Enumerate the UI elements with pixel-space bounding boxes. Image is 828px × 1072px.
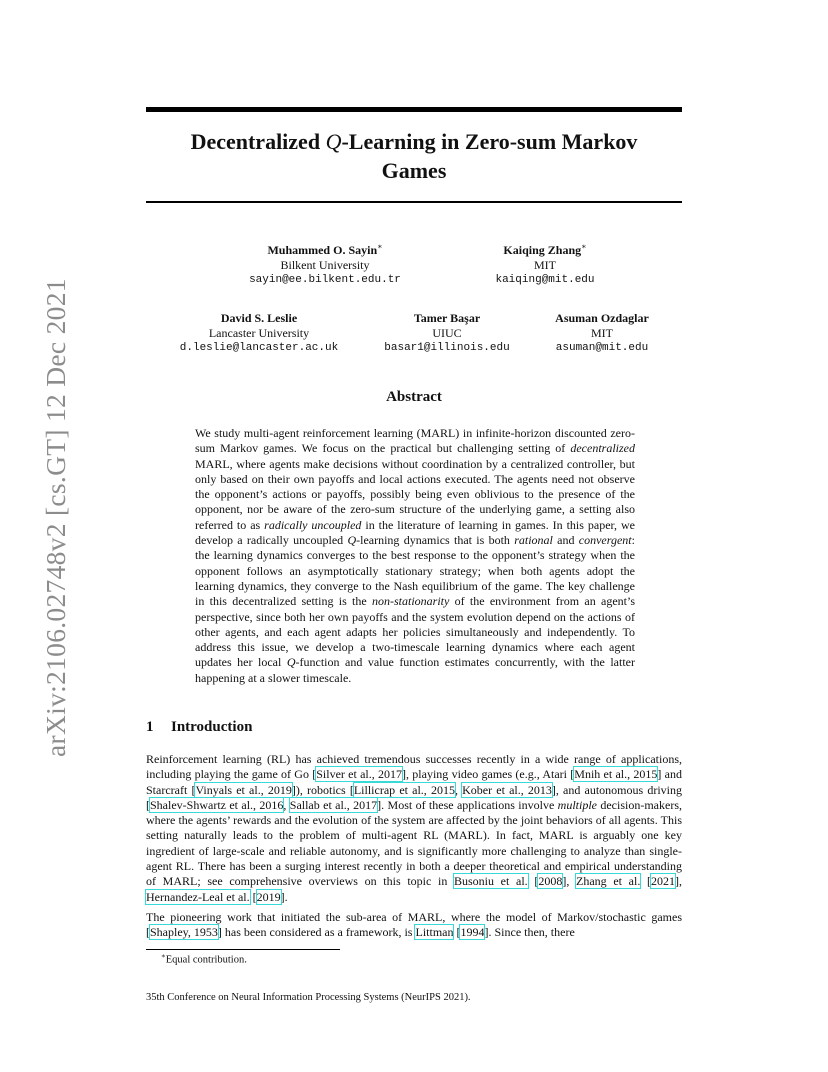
citation-link[interactable]: Zhang et al. — [576, 874, 641, 889]
title-top-rule — [146, 107, 682, 112]
title-q-symbol: Q — [325, 129, 342, 154]
author-affiliation: MIT — [591, 326, 613, 340]
author-name: Asuman Ozdaglar — [555, 311, 649, 325]
citation-link[interactable]: 1994 — [460, 925, 485, 940]
abstract-heading: Abstract — [386, 389, 442, 405]
citation-link[interactable]: Vinyals et al., 2019 — [195, 782, 292, 797]
intro-paragraph: The pioneering work that initiated the sub-area of MARL, where the model of Markov/stochastic games [Shapley, 1953] has been considered as a framework, is Littman [1994]. Since then, there — [146, 910, 682, 940]
section-number: 1 — [146, 719, 154, 735]
author-block — [164, 307, 354, 356]
author-email: asuman@mit.edu — [555, 342, 649, 354]
author-email: kaiqing@mit.edu — [495, 274, 595, 286]
author-block — [532, 307, 672, 356]
title-text: Games — [381, 158, 447, 183]
author-block — [470, 239, 620, 288]
author-email: d.leslie@lancaster.ac.uk — [179, 342, 339, 354]
citation-link[interactable]: 2008 — [538, 874, 563, 889]
citation-link[interactable]: Silver et al., 2017 — [316, 767, 403, 782]
author-block — [230, 239, 420, 288]
author-affiliation: Lancaster University — [208, 326, 310, 340]
author-name: David S. Leslie — [220, 311, 298, 325]
abstract-body: We study multi-agent reinforcement learning (MARL) in infinite-horizon discounted zero-sum Markov games. We focus on the practical but challenging setting of decentralized MARL, where agents make decisions without coordination by a centralized controller, but only based on their own payoffs and local actions executed. The agents need not observe the opponent’s actions or payoffs, possibly being even oblivious to the presence of the opponent, nor be aware of the zero-sum structure of the underlying game, a setting also referred to as radically uncoupled in the literature of learning in games. In this paper, we develop a radically uncoupled Q-learning dynamics that is both rational and convergent: the learning dynamics converges to the best response to the opponent’s strategy when the opponent follows an asymptotically stationary strategy; when both agents adopt the learning dynamics, they converge to the Nash equilibrium of the game. The key challenge in this decentralized setting is the non-stationarity of the environment from an agent’s perspective, since both her own payoffs and the system evolution depend on the actions of other agents, and each agent adapts her policies simultaneously and independently. To address this issue, we develop a two-timescale learning dynamics where each agent updates her local Q-function and value function estimates concurrently, with the latter happening at a slower timescale. — [195, 426, 635, 685]
paper-title — [146, 127, 682, 185]
title-text: Decentralized — [190, 129, 326, 154]
conference-note: 35th Conference on Neural Information Processing Systems (NeurIPS 2021). — [146, 992, 471, 1003]
citation-link[interactable]: Shalev-Shwartz et al., 2016 — [150, 797, 284, 812]
title-bottom-rule — [146, 201, 682, 203]
citation-link[interactable]: Kober et al., 2013 — [462, 782, 552, 797]
citation-link[interactable]: Littman — [415, 925, 454, 940]
footnote: ∗Equal contribution. — [161, 952, 247, 966]
intro-paragraph: Reinforcement learning (RL) has achieved tremendous successes recently in a wide range of applications, including playing the game of Go [Silver et al., 2017], playing video games (e.g., Atari [Mnih et al., 2015] and Starcraft [Vinyals et al., 2019]), robotics [Lillicrap et al., 2015, Kober et al., 2013], and autonomous driving [Shalev-Shwartz et al., 2016, Sallab et al., 2017]. Most of these applications involve multiple decision-makers, where the agents’ rewards and the evolution of the system are affected by the joint behaviors of all agents. This setting naturally leads to the problem of multi-agent RL (MARL). In fact, MARL is arguably one key ingredient of large-scale and reliable autonomy, and is significantly more challenging to analyze than single-agent RL. There has been a surging interest recently in both a deeper theoretical and empirical understanding of MARL; see comprehensive overviews on this topic in Busoniu et al. [2008], Zhang et al. [2021], Hernandez-Leal et al. [2019]. — [146, 752, 683, 904]
section-title: Introduction — [171, 719, 253, 735]
footnote-rule — [146, 949, 340, 950]
author-affiliation: Bilkent University — [280, 258, 370, 272]
author-email: sayin@ee.bilkent.edu.tr — [249, 274, 401, 286]
title-text: -Learning in Zero-sum Markov — [341, 129, 638, 154]
citation-link[interactable]: Hernandez-Leal et al. — [146, 889, 250, 904]
author-name: Muhammed O. Sayin∗ — [267, 242, 383, 257]
author-email: basar1@illinois.edu — [384, 342, 510, 354]
citation-link[interactable]: Shapley, 1953 — [150, 925, 218, 940]
citation-link[interactable]: 2019 — [256, 889, 281, 904]
citation-link[interactable]: Mnih et al., 2015 — [574, 767, 658, 782]
section-heading-introduction — [146, 719, 252, 736]
author-affiliation: UIUC — [432, 326, 462, 340]
author-name: Tamer Başar — [413, 311, 481, 325]
author-name: Kaiqing Zhang∗ — [503, 242, 587, 257]
citation-link[interactable]: Sallab et al., 2017 — [289, 797, 378, 812]
citation-link[interactable]: Lillicrap et al., 2015 — [353, 782, 455, 797]
citation-link[interactable]: Busoniu et al. — [453, 874, 528, 889]
author-block — [372, 307, 522, 356]
author-affiliation: MIT — [534, 258, 556, 272]
citation-link[interactable]: 2021 — [651, 874, 675, 889]
arxiv-stamp: arXiv:2106.02748v2 [cs.GT] 12 Dec 2021 — [40, 278, 71, 757]
